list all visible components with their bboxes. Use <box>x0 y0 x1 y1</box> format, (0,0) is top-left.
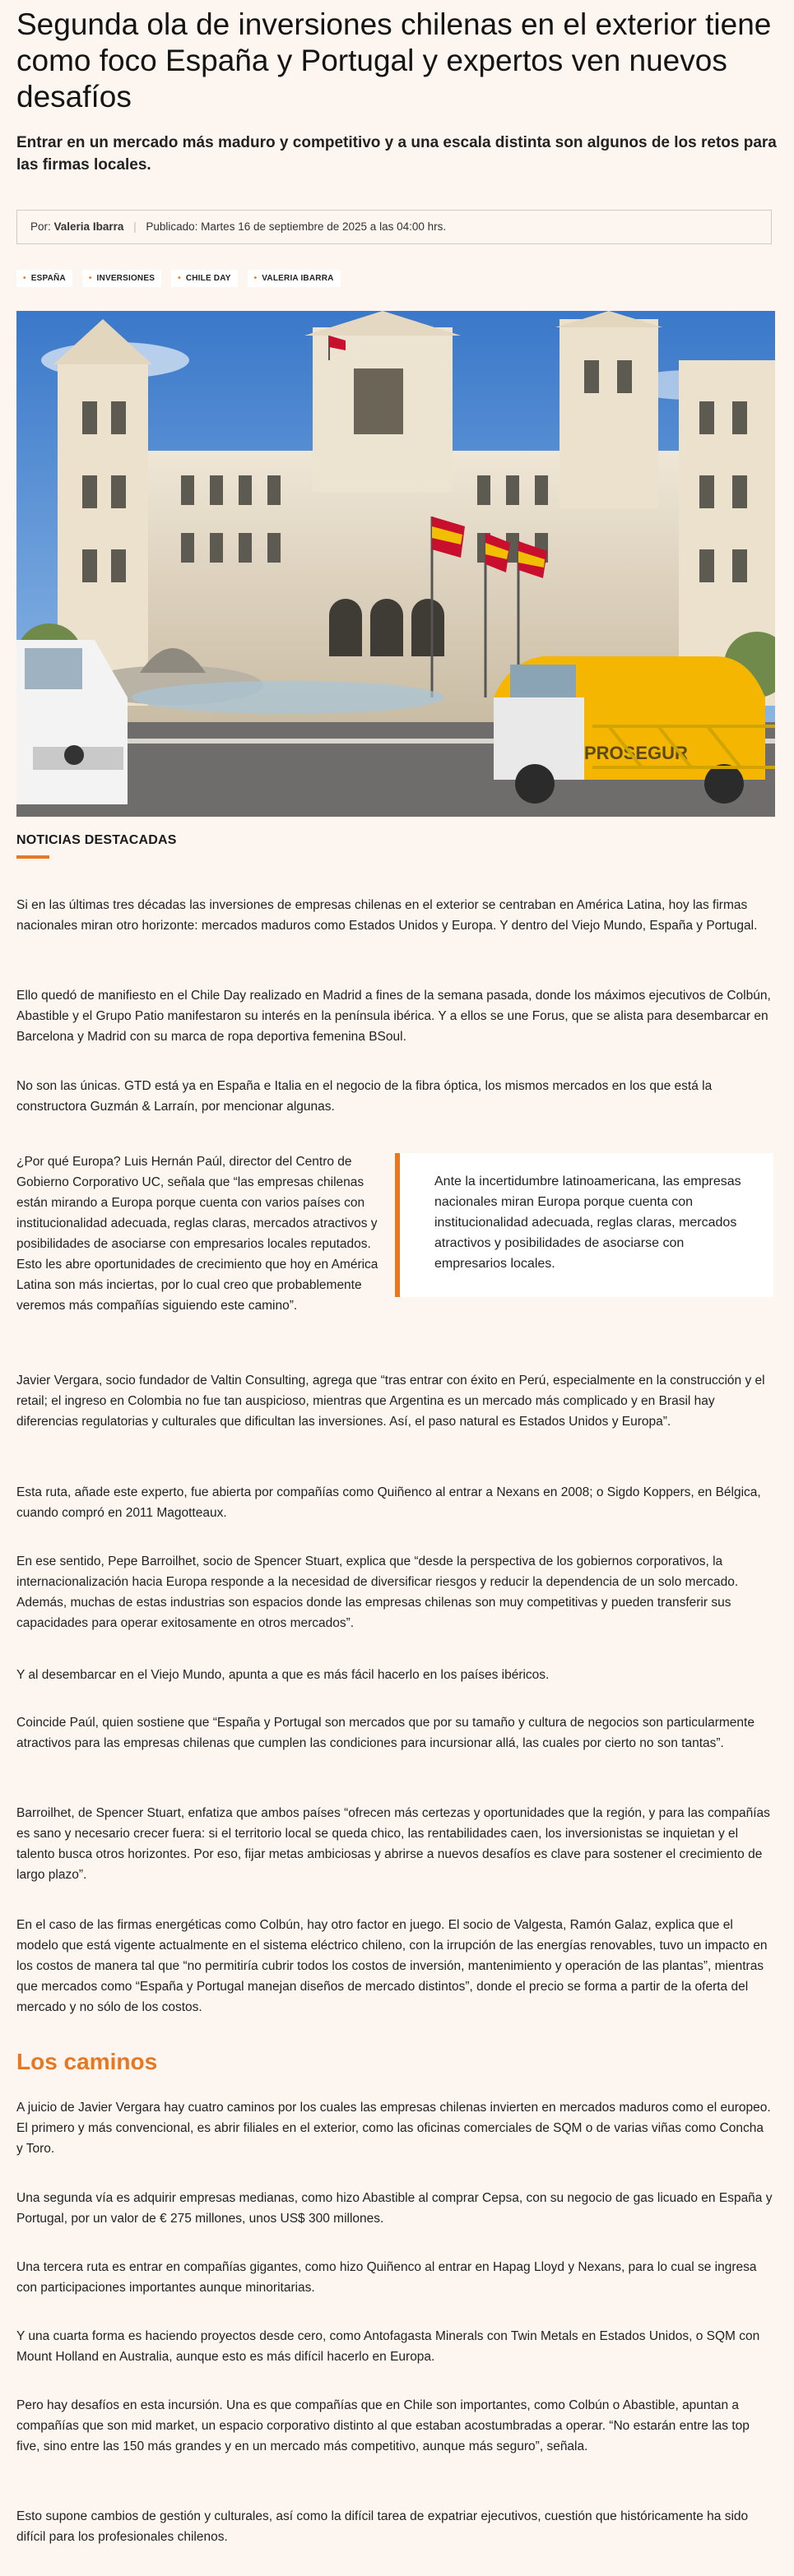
paragraph-3: No son las únicas. GTD está ya en España e Italia en el negocio de la fibra óptica, los mismos mercados en los que está la constructora Guzmán & Larraín, por mencionar algunas. <box>16 1079 713 1114</box>
paragraph-energeticas: En el caso de las firmas energéticas como Colbún, hay otro factor en juego. El socio de Valgesta, Ramón Galaz, explica que el modelo que está vigente actualmente en el sistema eléctrico chileno, con la irrupción de las energías renovables, tuvo un impacto en los costos de manera tal que “no permitiría cubrir todos los costos de inversión, mantenimiento y operación de las plantas”, mientras que mercados como “España y Portugal manejan diseños de mercado distintos”, donde el precio se forma a partir de la oferta del mercado y no sólo de los costos. <box>16 1918 768 2014</box>
pull-quote-text: Ante la incertidumbre latinoamericana, las empresas nacionales miran Europa porque cuenta con institucionalidad adecuada, reglas claras, mercados atractivos y posibilidades de asociarse con empresarios locales. <box>434 1174 741 1271</box>
paragraph-caminos-3: Una tercera ruta es entrar en compañías gigantes, como hizo Quiñenco al entrar en Hapag Lloyd y Nexans, para lo cual se ingresa con participaciones importantes aunque minoritarias. <box>16 2260 757 2295</box>
meta-separator: | <box>133 220 137 233</box>
paragraph-caminos-4: Y una cuarta forma es haciendo proyectos desde cero, como Antofagasta Minerals con Twin Metals en Estados Unidos, o SQM con Mount Holland en Australia, aunque esto es más difícil hacerlo en Europa. <box>16 2329 760 2364</box>
pull-quote-bar <box>395 1153 400 1297</box>
paragraph-vergara: Javier Vergara, socio fundador de Valtin Consulting, agrega que “tras entrar con éxito en Perú, especialmente en la construcción y el retail; el ingreso en Colombia no fue tan auspicioso, mientras que Argentina es un mercado más complicado y en Brasil hay diferencias regulatorias y culturales que dificultan las inversiones. Así, el paso natural es Estados Unidos y Europa”. <box>16 1374 765 1429</box>
paragraph-paul: ¿Por qué Europa? Luis Hernán Paúl, director del Centro de Gobierno Corporativo UC, señala que “las empresas chilenas están mirando a Europa porque cuenta con varios países con institucionalidad adecuada, reglas claras, mercados atractivos y posibilidades de asociarse con empresarios locales reputados. Esto les abre oportunidades de crecimiento que hoy en América Latina son más inciertas, por lo cual creo que probablemente veremos más compañías siguiendo este camino”. <box>16 1155 378 1313</box>
paragraph-desafios: Pero hay desafíos en esta incursión. Una es que compañías que en Chile son importantes, como Colbún o Abastible, apuntan a compañías que son mid market, un espacio corporativo distinto al que estaban acostumbradas a operar. “No estarán entre las top five, sino entre las 150 más grandes y en un mercado más competitivo, aunque más seguro”, señala. <box>16 2398 750 2453</box>
paragraph-1: Si en las últimas tres décadas las inversiones de empresas chilenas en el exterior se centraban en América Latina, hoy las firmas nacionales miran otro horizonte: mercados maduros como Estados Unidos y Europa. Y dentro del Viejo Mundo, España y Portugal. <box>16 898 758 933</box>
tag-list <box>16 270 341 287</box>
paragraph-coincide-paul: Coincide Paúl, quien sostiene que “España y Portugal son mercados que por su tamaño y cultura de negocios son particularmente atractivos para las empresas chilenas que cumplen las condiciones para incursionar allá, las cuales por cierto no son tantas”. <box>16 1716 755 1750</box>
tag-valeria-ibarra[interactable]: • VALERIA IBARRA <box>248 270 341 287</box>
byline-prefix: Por: <box>30 220 51 233</box>
paragraph-spencer: Barroilhet, de Spencer Stuart, enfatiza que ambos países “ofrecen más certezas y oportunidades que la región, y para las compañías es sano y necesario crecer fuera: si el territorio local se queda chico, las rentabilidades caen, los inversionistas se inquietan y el talento busca otros horizontes. Por eso, fijar metas ambiciosas y abrirse a nuevos desafíos es clave para sostener el crecimiento de largo plazo”. <box>16 1806 770 1882</box>
hero-photo <box>16 311 775 817</box>
paragraph-barroilhet: En ese sentido, Pepe Barroilhet, socio de Spencer Stuart, explica que “desde la perspectiva de los gobiernos corporativos, la internacionalización hacia Europa responde a la necesidad de diversificar riesgos y reducir la dependencia de un solo mercado. Además, muchas de estas industrias son espacios donde las empresas chilenas son muy competitivas y pueden transferir sus capacidades para operar exitosamente en otros mercados”. <box>16 1554 739 1630</box>
paragraph-ruta: Esta ruta, añade este experto, fue abierta por compañías como Quiñenco al entrar a Nexans en 2008; o Sigdo Koppers, en Bélgica, cuando compró en 2011 Magotteaux. <box>16 1485 761 1520</box>
cibeles-palace-image <box>16 311 775 817</box>
paragraph-gestion: Esto supone cambios de gestión y culturales, así como la difícil tarea de expatriar ejecutivos, cuestión que históricamente ha sido difícil para los profesionales chilenos. <box>16 2509 749 2544</box>
paragraph-2: Ello quedó de manifiesto en el Chile Day realizado en Madrid a fines de la semana pasada, donde los máximos ejecutivos de Colbún, Abastible y el Grupo Patio manifestaron su interés en la península ibérica. Y a ellos se une Forus, que se alista para desembarcar en Barcelona y Madrid con su marca de ropa deportiva femenina BSoul. <box>16 989 771 1044</box>
van-brand-text: PROSEGUR <box>584 743 688 763</box>
published-date: Publicado: Martes 16 de septiembre de 2025 a las 04:00 hrs. <box>146 220 447 233</box>
article-meta <box>16 210 772 244</box>
author-name[interactable]: Valeria Ibarra <box>53 220 124 233</box>
tag-espana[interactable]: • ESPAÑA <box>16 270 72 287</box>
section-underline <box>16 855 49 859</box>
paragraph-caminos-2: Una segunda vía es adquirir empresas medianas, como hizo Abastible al comprar Cepsa, con su negocio de gas licuado en España y Portugal, por un valor de € 275 millones, unos US$ 300 millones. <box>16 2191 773 2226</box>
paragraph-caminos-1: A juicio de Javier Vergara hay cuatro caminos por los cuales las empresas chilenas invierten en mercados maduros como el europeo. El primero y más convencional, es abrir filiales en el exterior, como las oficinas comerciales de SQM o de varias viñas como Concha y Toro. <box>16 2101 771 2156</box>
paragraph-viejo-mundo: Y al desembarcar en el Viejo Mundo, apunta a que es más fácil hacerlo en los países ibéricos. <box>16 1668 550 1682</box>
tag-inversiones[interactable]: • INVERSIONES <box>82 270 161 287</box>
pull-quote <box>395 1153 773 1297</box>
article-title: Segunda ola de inversiones chilenas en el exterior tiene como foco España y Portugal y expertos ven nuevos desafíos <box>16 7 772 114</box>
section-label: NOTICIAS DESTACADAS <box>16 833 177 847</box>
caminos-heading: Los caminos <box>16 2049 158 2074</box>
tag-chile-day[interactable]: • CHILE DAY <box>171 270 237 287</box>
article-subtitle: Entrar en un mercado más maduro y competitivo y a una escala distinta son algunos de los retos para las firmas locales. <box>16 134 777 174</box>
